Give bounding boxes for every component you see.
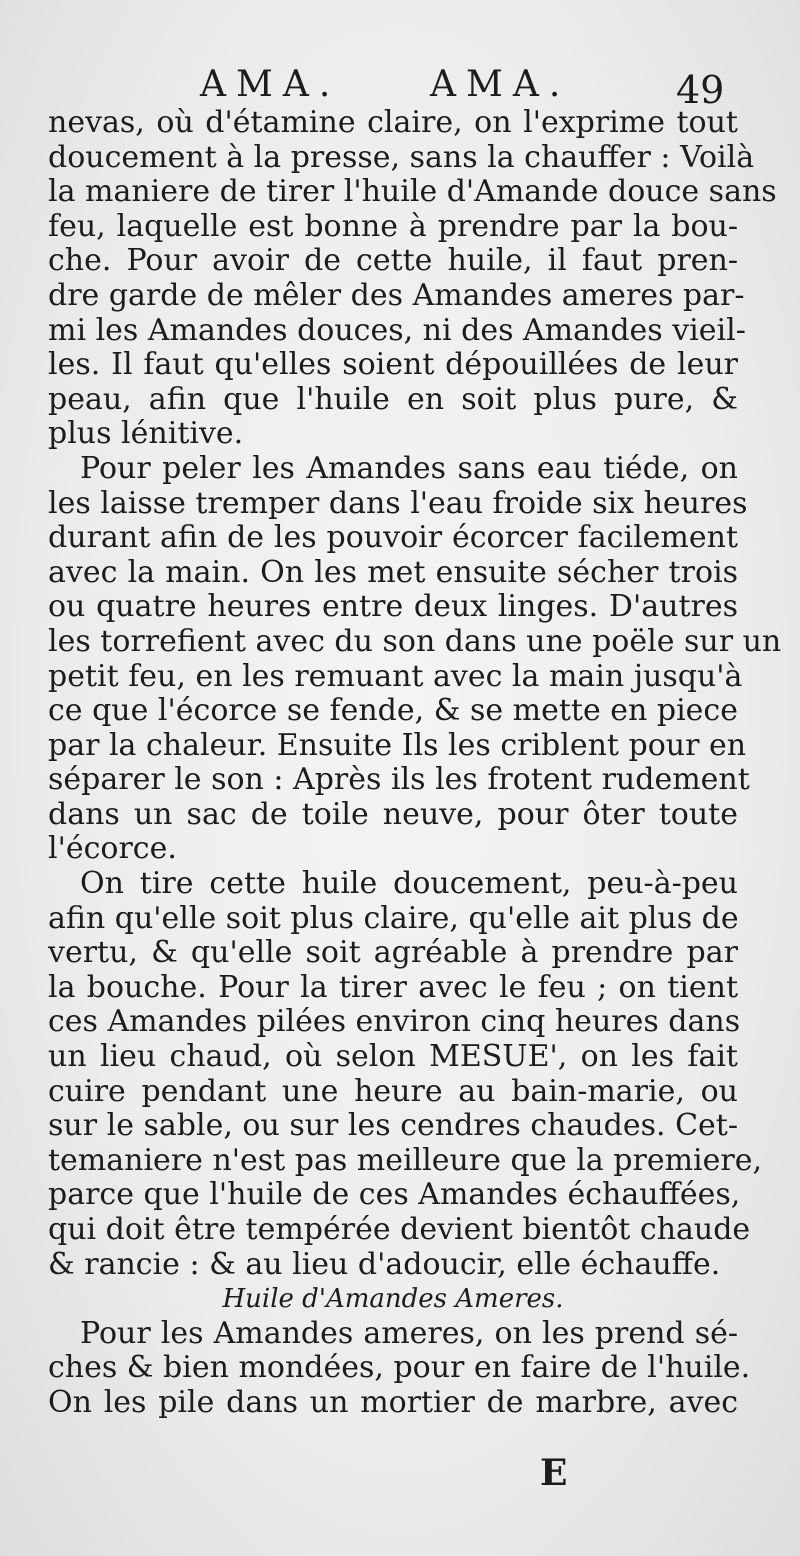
text-line: durant afin de les pouvoir écorcer facilement bbox=[48, 520, 738, 556]
text-line: petit feu, en les remuant avec la main jusqu'à bbox=[48, 658, 743, 694]
running-head-right: AMA. bbox=[430, 64, 571, 105]
text-line: les. Il faut qu'elles soient dépouillées de leur bbox=[48, 347, 738, 383]
running-head-left: AMA. bbox=[200, 64, 341, 105]
text-line: ce que l'écorce se fende, & se mette en piece bbox=[48, 693, 738, 729]
text-line: dre garde de mêler des Amandes ameres par- bbox=[48, 277, 745, 313]
text-line: On tire cette huile doucement, peu-à-peu bbox=[80, 866, 738, 902]
text-line: séparer le son : Après ils les frotent rudement bbox=[48, 762, 750, 798]
text-line: la bouche. Pour la tirer avec le feu ; on tient bbox=[48, 969, 738, 1005]
text-line: plus lénitive. bbox=[48, 416, 244, 452]
text-line: ou quatre heures entre deux linges. D'autres bbox=[48, 589, 738, 625]
section-heading: Huile d'Amandes Ameres. bbox=[222, 1284, 564, 1315]
text-line: qui doit être tempérée devient bientôt chaude bbox=[48, 1212, 751, 1247]
text-line: doucement à la presse, sans la chauffer : Voilà bbox=[48, 139, 755, 175]
text-line: la maniere de tirer l'huile d'Amande douce sans bbox=[48, 174, 777, 210]
text-line: & rancie : & au lieu d'adoucir, elle échauffe. bbox=[48, 1246, 721, 1282]
page-number: 49 bbox=[676, 68, 725, 112]
text-line: sur le sable, ou sur les cendres chaudes. Cet- bbox=[48, 1108, 738, 1144]
text-line: On les pile dans un mortier de marbre, avec bbox=[48, 1384, 738, 1420]
text-line: Pour les Amandes ameres, on les prend sé- bbox=[80, 1315, 738, 1351]
body-text bbox=[48, 105, 782, 1421]
text-line: un lieu chaud, où selon MESUE', on les fait bbox=[48, 1039, 738, 1075]
signature-mark: E bbox=[540, 1452, 568, 1494]
text-line: les torrefient avec du son dans une poële sur un bbox=[48, 623, 782, 659]
text-line: feu, laquelle est bonne à prendre par la bou- bbox=[48, 208, 738, 244]
text-line: parce que l'huile de ces Amandes échauffées, bbox=[48, 1177, 741, 1213]
text-line: cuire pendant une heure au bain-marie, ou bbox=[48, 1073, 738, 1109]
text-line: dans un sac de toile neuve, pour ôter toute bbox=[48, 796, 738, 832]
text-line: Pour peler les Amandes sans eau tiéde, on bbox=[80, 450, 738, 486]
text-line: avec la main. On les met ensuite sécher trois bbox=[48, 554, 738, 590]
text-line: mi les Amandes douces, ni des Amandes vieil- bbox=[48, 312, 746, 348]
text-line: peau, afin que l'huile en soit plus pure, & bbox=[48, 381, 738, 417]
text-line: nevas, où d'étamine claire, on l'exprime tout bbox=[48, 105, 738, 140]
text-line: vertu, & qu'elle soit agréable à prendre par bbox=[48, 935, 738, 971]
text-line: les laisse tremper dans l'eau froide six heures bbox=[48, 485, 748, 521]
text-line: ces Amandes pilées environ cinq heures dans bbox=[48, 1004, 741, 1040]
text-line: temaniere n'est pas meilleure que la premiere, bbox=[48, 1142, 763, 1178]
text-line: afin qu'elle soit plus claire, qu'elle ait plus de bbox=[48, 900, 739, 936]
text-line: che. Pour avoir de cette huile, il faut pren- bbox=[48, 243, 738, 279]
text-line: par la chaleur. Ensuite Ils les criblent pour en bbox=[48, 727, 747, 763]
text-line: l'écorce. bbox=[48, 831, 177, 867]
text-line: ches & bien mondées, pour en faire de l'huile. bbox=[48, 1350, 751, 1386]
